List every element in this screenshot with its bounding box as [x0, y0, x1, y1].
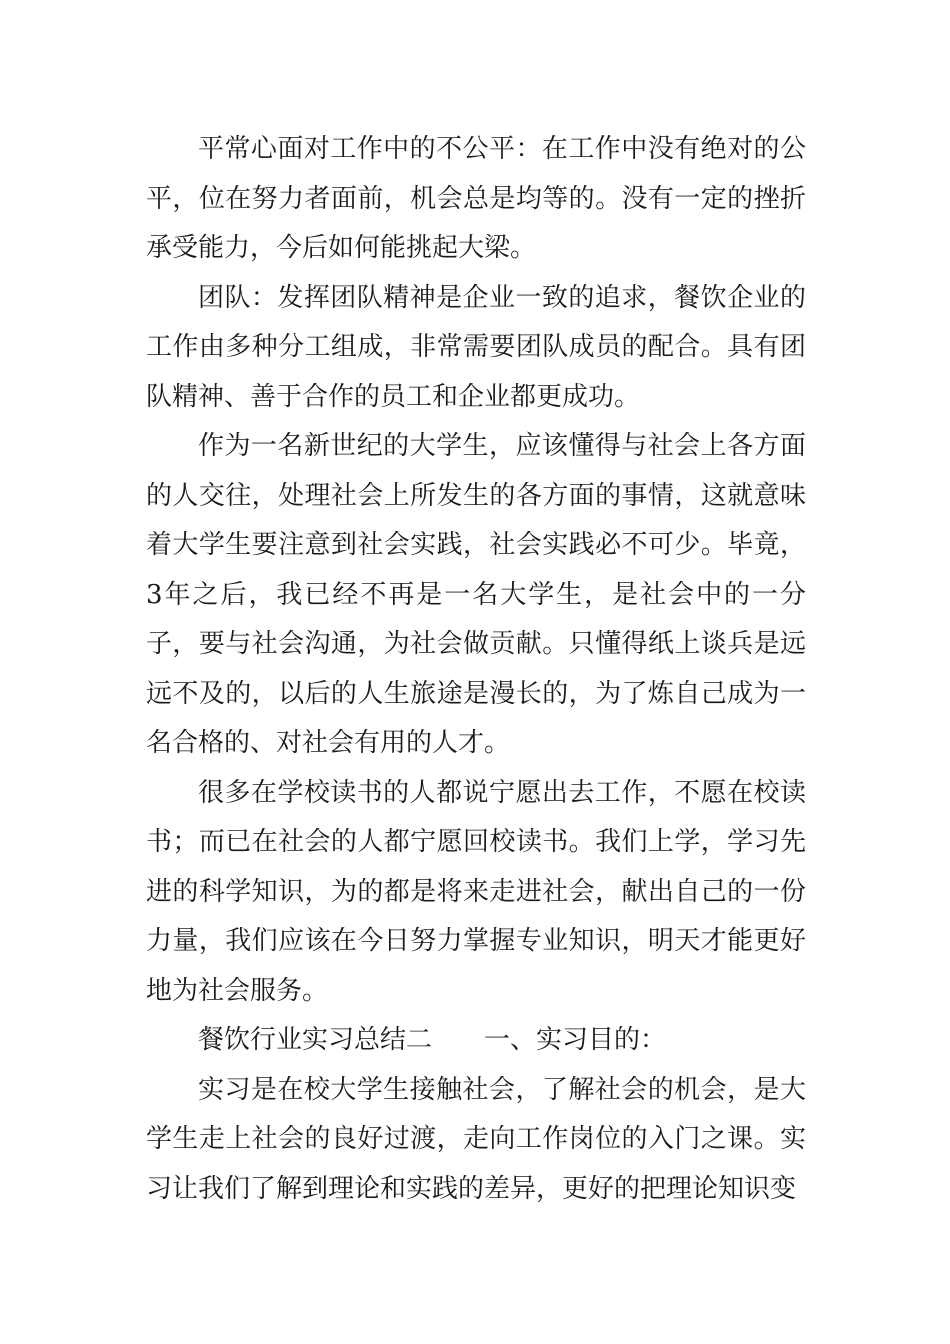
paragraph-internship-purpose: 实习是在校大学生接触社会，了解社会的机会，是大学生走上社会的良好过渡，走向工作岗位的入门之课。实习让我们了解到理论和实践的差异，更好的把理论知识变 — [146, 1074, 806, 1204]
paragraph-study: 很多在学校读书的人都说宁愿出去工作，不愿在校读书；而已在社会的人都宁愿回校读书。我们上学，学习先进的科学知识，为的都是将来走进社会，献出自己的一份力量，我们应该在今日努力掌握专业知识，明天才能更好地为社会服务。 — [146, 777, 806, 1006]
document-body — [146, 125, 806, 1214]
paragraph-teamwork: 团队：发挥团队精神是企业一致的追求，餐饮企业的工作由多种分工组成，非常需要团队成员的配合。具有团队精神、善于合作的员工和企业都更成功。 — [146, 282, 806, 412]
paragraph-fairness: 平常心面对工作中的不公平：在工作中没有绝对的公平，位在努力者面前，机会总是均等的。没有一定的挫折承受能力，今后如何能挑起大梁。 — [146, 134, 806, 263]
paragraph-social-practice: 作为一名新世纪的大学生，应该懂得与社会上各方面的人交往，处理社会上所发生的各方面的事情，这就意味着大学生要注意到社会实践，社会实践必不可少。毕竟，3年之后，我已经不再是一名大学生，是社会中的一分子，要与社会沟通，为社会做贡献。只懂得纸上谈兵是远远不及的，以后的人生旅途是漫长的，为了炼自己成为一名合格的、对社会有用的人才。 — [146, 431, 806, 758]
section-subheading: 一、实习目的： — [484, 1025, 667, 1055]
section-heading-line — [146, 1016, 806, 1066]
section-title: 餐饮行业实习总结二 — [198, 1025, 433, 1055]
